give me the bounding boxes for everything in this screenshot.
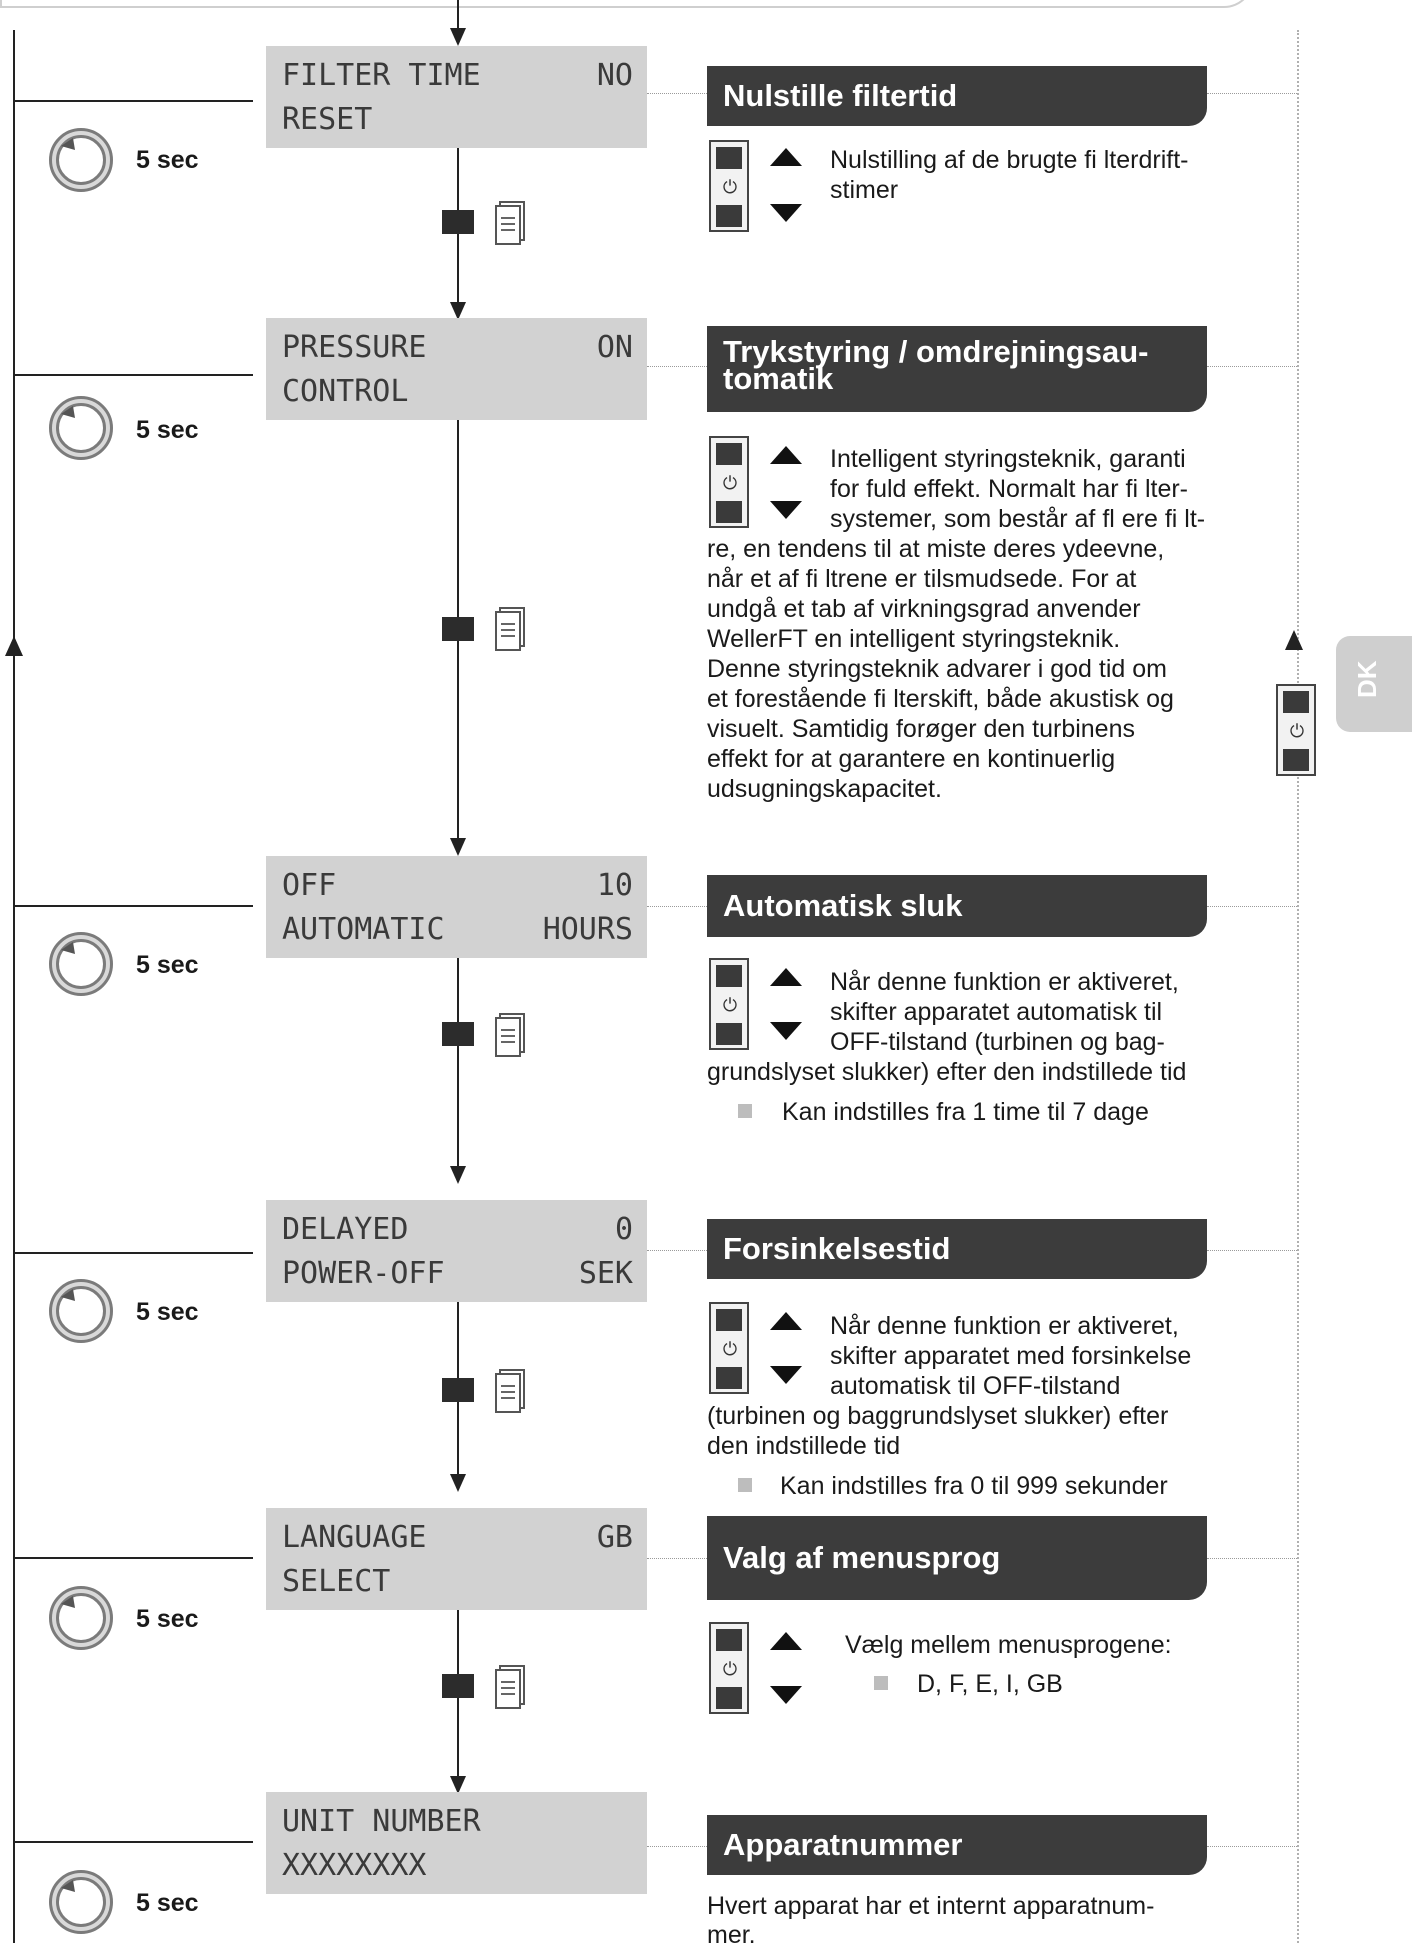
bullet-text: Kan indstilles fra 1 time til 7 dage	[782, 1098, 1149, 1126]
enter-key-icon	[442, 1378, 474, 1402]
duration-label: 5 sec	[136, 1889, 199, 1917]
description-line: Intelligent styringsteknik, garanti	[830, 445, 1186, 473]
description-line: Når denne funktion er aktiveret,	[830, 1312, 1179, 1340]
lcd-screen: OFF 10 AUTOMATIC HOURS	[266, 856, 647, 958]
hold-timer-icon	[45, 1275, 117, 1347]
branch-line	[13, 374, 253, 376]
bullet-text: D, F, E, I, GB	[917, 1670, 1063, 1698]
bullet-icon	[738, 1104, 752, 1118]
arrow-up-icon	[770, 1312, 802, 1330]
description-line: Nulstilling af de brugte fi lterdrift-	[830, 146, 1189, 174]
control-panel-icon: ⏻	[709, 436, 749, 528]
duration-label: 5 sec	[136, 1298, 199, 1326]
description-line: OFF-tilstand (turbinen og bag-	[830, 1028, 1165, 1056]
connector-dotted	[647, 1558, 707, 1559]
lcd-screen: UNIT NUMBER XXXXXXXX	[266, 1792, 647, 1894]
side-control-panel: ⏻	[1276, 684, 1316, 776]
flow-arrow	[450, 838, 466, 856]
hold-timer-icon	[45, 1582, 117, 1654]
description-line: grundslyset slukker) efter den indstillede tid	[707, 1058, 1187, 1086]
section-title: Apparatnummer	[707, 1815, 1207, 1875]
hold-timer-icon	[45, 392, 117, 464]
lcd-screen: DELAYED 0 POWER-OFF SEK	[266, 1200, 647, 1302]
connector-dotted	[1207, 1250, 1297, 1251]
return-flow-arrow	[5, 636, 23, 656]
bullet-text: Kan indstilles fra 0 til 999 sekunder	[780, 1472, 1168, 1500]
control-panel-icon: ⏻	[709, 1302, 749, 1394]
connector-dotted	[647, 906, 707, 907]
description-line: Hvert apparat har et internt apparatnum-	[707, 1892, 1155, 1920]
branch-line	[13, 1557, 253, 1559]
branch-line	[13, 1252, 253, 1254]
connector-dotted	[1207, 366, 1297, 367]
lcd-screen: LANGUAGE GB SELECT	[266, 1508, 647, 1610]
language-tab	[1336, 636, 1412, 732]
description-line: mer.	[707, 1921, 756, 1949]
description-line: når et af fi ltrene er tilsmudsede. For at	[707, 565, 1137, 593]
duration-label: 5 sec	[136, 416, 199, 444]
section-title: Valg af menusprog	[707, 1516, 1207, 1600]
description-line: stimer	[830, 176, 899, 204]
lcd-screen: PRESSURE ON CONTROL	[266, 318, 647, 420]
description-line: skifter apparatet med forsinkelse	[830, 1342, 1192, 1370]
right-guide-line	[1297, 30, 1299, 1943]
arrow-down-icon	[770, 204, 802, 222]
arrow-up-icon	[770, 1632, 802, 1650]
arrow-down-icon	[770, 501, 802, 519]
menu-page-icon	[494, 200, 526, 246]
arrow-down-icon	[770, 1686, 802, 1704]
hold-timer-icon	[45, 928, 117, 1000]
right-guide-arrow	[1285, 630, 1303, 650]
description-line: systemer, som består af fl ere fi lt-	[830, 505, 1206, 533]
connector-dotted	[647, 1846, 707, 1847]
duration-label: 5 sec	[136, 951, 199, 979]
description-line: undgå et tab af virkningsgrad anvender	[707, 595, 1141, 623]
connector-dotted	[1207, 906, 1297, 907]
control-panel-icon: ⏻	[709, 1622, 749, 1714]
connector-dotted	[647, 1250, 707, 1251]
branch-line	[13, 100, 253, 102]
description-line: et forestående fi lterskift, både akustisk og	[707, 685, 1174, 713]
flow-arrow	[450, 1166, 466, 1184]
duration-label: 5 sec	[136, 146, 199, 174]
description-line: Denne styringsteknik advarer i god tid om	[707, 655, 1167, 683]
description-line: WellerFT en intelligent styringsteknik.	[707, 625, 1121, 653]
branch-line	[13, 905, 253, 907]
enter-key-icon	[442, 210, 474, 234]
hold-timer-icon	[45, 124, 117, 196]
section-title: Nulstille filtertid	[707, 66, 1207, 126]
arrow-down-icon	[770, 1366, 802, 1384]
menu-page-icon	[494, 1368, 526, 1414]
enter-key-icon	[442, 617, 474, 641]
description-line: skifter apparatet automatisk til	[830, 998, 1163, 1026]
section-title: Automatisk sluk	[707, 875, 1207, 937]
description-line: Når denne funktion er aktiveret,	[830, 968, 1179, 996]
description-line: (turbinen og baggrundslyset slukker) efter	[707, 1402, 1169, 1430]
lcd-screen: FILTER TIME NO RESET	[266, 46, 647, 148]
branch-line	[13, 1841, 253, 1843]
menu-page-icon	[494, 1012, 526, 1058]
description-line: effekt for at garantere en kontinuerlig	[707, 745, 1116, 773]
flow-arrow	[450, 28, 466, 46]
description-line: udsugningskapacitet.	[707, 775, 942, 803]
hold-timer-icon	[45, 1866, 117, 1938]
bullet-icon	[738, 1478, 752, 1492]
flow-arrow	[450, 1474, 466, 1492]
connector-dotted	[1207, 93, 1297, 94]
flow-line	[457, 958, 459, 1166]
menu-page-icon	[494, 606, 526, 652]
control-panel-icon: ⏻	[709, 140, 749, 232]
enter-key-icon	[442, 1022, 474, 1046]
page-frame-top	[0, 0, 1254, 8]
arrow-up-icon	[770, 446, 802, 464]
connector-dotted	[647, 366, 707, 367]
section-title: Trykstyring / omdrejningsau- tomatik	[707, 326, 1207, 412]
description-line: re, en tendens til at miste deres ydeevne,	[707, 535, 1165, 563]
arrow-up-icon	[770, 968, 802, 986]
arrow-down-icon	[770, 1022, 802, 1040]
connector-dotted	[1207, 1558, 1297, 1559]
connector-dotted	[1207, 1846, 1297, 1847]
return-flow-line	[13, 30, 15, 1943]
flow-line	[457, 0, 459, 30]
bullet-icon	[874, 1676, 888, 1690]
connector-dotted	[647, 93, 707, 94]
section-title: Forsinkelsestid	[707, 1219, 1207, 1279]
enter-key-icon	[442, 1674, 474, 1698]
description-line: for fuld effekt. Normalt har fi lter-	[830, 475, 1188, 503]
description-line: visuelt. Samtidig forøger den turbinens	[707, 715, 1135, 743]
description-line: den indstillede tid	[707, 1432, 901, 1460]
description-line: Vælg mellem menusprogene:	[845, 1631, 1172, 1659]
menu-page-icon	[494, 1664, 526, 1710]
language-tab-label: DK	[1352, 660, 1382, 698]
description-line: automatisk til OFF-tilstand	[830, 1372, 1121, 1400]
duration-label: 5 sec	[136, 1605, 199, 1633]
arrow-up-icon	[770, 148, 802, 166]
control-panel-icon: ⏻	[709, 958, 749, 1050]
